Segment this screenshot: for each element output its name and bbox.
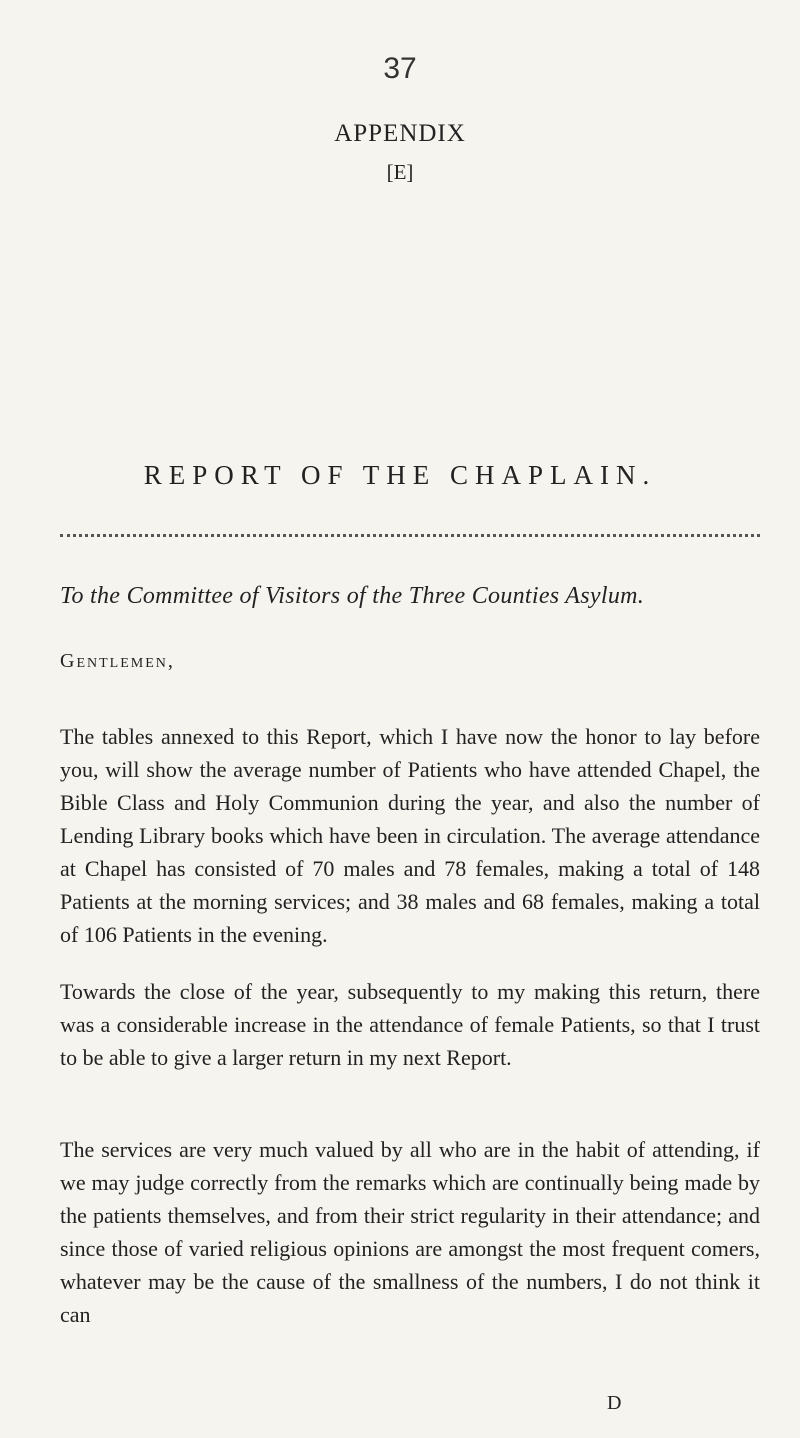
paragraph-2 [60, 975, 760, 1074]
paragraph-3 [60, 1133, 760, 1331]
appendix-letter: [E] [386, 160, 414, 184]
appendix-heading: APPENDIX [334, 120, 466, 147]
salutation: Gentlemen, [60, 650, 175, 672]
paragraph-1 [60, 720, 760, 951]
paragraph-text: The services are very much valued by all who are in the habit of attending, if we may judge correctly from the remarks which are continually being made by the patients themselves, and from their strict regularity in their attendance; and since those of varied religious opinions are amongst the most frequent comers, whatever may be the cause of the smallness of the numbers, I do not think it can [60, 1137, 760, 1327]
paragraph-text: The tables annexed to this Report, which I have now the honor to lay before you, will show the average number of Patients who have attended Chapel, the Bible Class and Holy Communion during the year, and also the number of Lending Library books which have been in circulation. The average attendance at Chapel has consisted of 70 males and 78 females, making a total of 148 Patients at the morning services; and 38 males and 68 females, making a total of 106 Patients in the evening. [60, 724, 760, 947]
page-number: 37 [383, 52, 417, 85]
address-line: To the Committee of Visitors of the Three Counties Asylum. [60, 583, 645, 609]
dotted-rule [60, 534, 760, 537]
report-title: REPORT OF THE CHAPLAIN. [143, 460, 657, 490]
signature-mark: D [607, 1392, 622, 1414]
paragraph-text: Towards the close of the year, subsequently to my making this return, there was a considerable increase in the attendance of female Patients, so that I trust to be able to give a larger return in my next Report. [60, 979, 760, 1070]
